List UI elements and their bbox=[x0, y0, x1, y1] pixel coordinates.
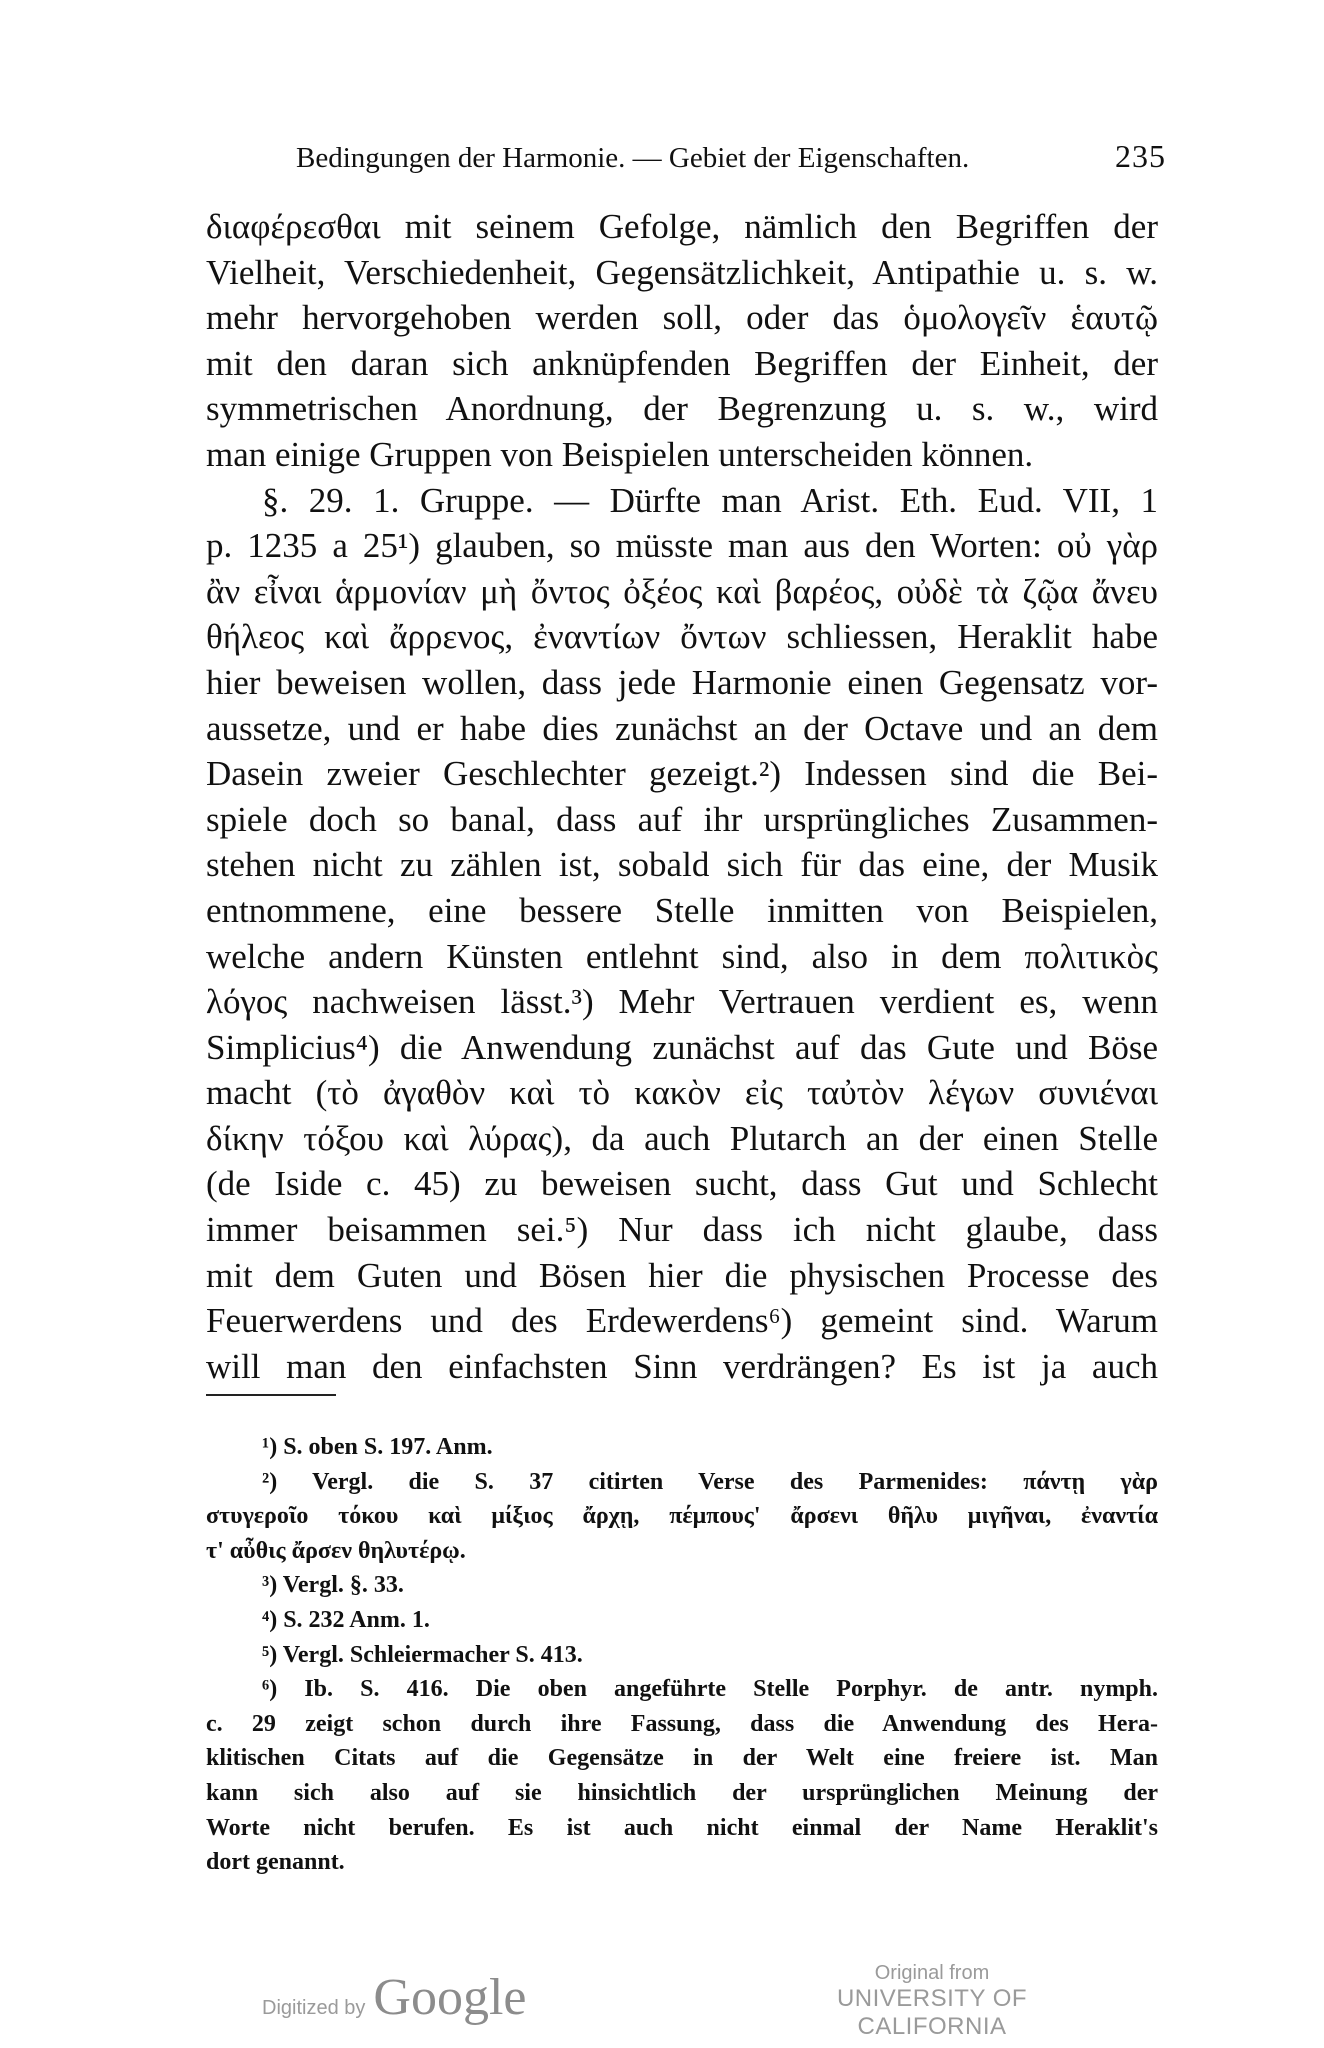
footnotes bbox=[206, 1430, 1158, 1880]
text-line: macht (τὸ ἀγαθὸν καὶ τὸ κακὸν εἰς ταὐτὸν λέγων συνιέναι bbox=[206, 1073, 1158, 1113]
footnote-line: ⁶) Ib. S. 416. Die oben angeführte Stelle Porphyr. de antr. nymph. bbox=[262, 1676, 1158, 1703]
text-line: δίκην τόξου καὶ λύρας), da auch Plutarch an der einen Stelle bbox=[206, 1118, 1158, 1158]
footnote-line: ¹) S. oben S. 197. Anm. bbox=[262, 1434, 493, 1460]
footnote-2 bbox=[206, 1465, 1158, 1569]
footnote-line: στυγεροῖο τόκου καὶ μίξιος ἄρχῃ, πέμπους' ἄρσενι θῆλυ μιγῆναι, ἐναντία bbox=[206, 1503, 1158, 1530]
digitized-by-watermark bbox=[262, 1968, 526, 2027]
text-line: entnommene, eine bessere Stelle inmitten von Beispielen, bbox=[206, 890, 1158, 930]
text-line: διαφέρεσθαι mit seinem Gefolge, nämlich den Begriffen der bbox=[206, 207, 1158, 246]
text-line: mehr hervorgehoben werden soll, oder das ὁμολογεῖν ἑαυτῷ bbox=[206, 298, 1158, 338]
text-line: mit den daran sich anknüpfenden Begriffen der Einheit, der bbox=[206, 343, 1158, 383]
text-line: immer beisammen sei.⁵) Nur dass ich nicht glaube, dass bbox=[206, 1210, 1158, 1250]
footnote-1 bbox=[206, 1430, 1158, 1465]
text-line: symmetrischen Anordnung, der Begrenzung u. s. w., wird bbox=[206, 389, 1158, 429]
text-line: hier beweisen wollen, dass jede Harmonie einen Gegensatz vor- bbox=[206, 662, 1158, 702]
text-line: θήλεος καὶ ἄρρενος, ἐναντίων ὄντων schliessen, Heraklit habe bbox=[206, 617, 1158, 657]
footnote-line: ²) Vergl. die S. 37 citirten Verse des Parmenides: πάντῃ γὰρ bbox=[262, 1468, 1158, 1495]
running-header bbox=[296, 138, 1166, 175]
text-line: will man den einfachsten Sinn verdrängen? Es ist ja auch bbox=[206, 1346, 1158, 1386]
running-title: Bedingungen der Harmonie. — Gebiet der Eigenschaften. bbox=[296, 142, 970, 174]
text-line: aussetze, und er habe dies zunächst an der Octave und an dem bbox=[206, 708, 1158, 748]
text-line: ἂν εἶναι ἁρμονίαν μὴ ὄντος ὀξέος καὶ βαρέος, οὐδὲ τὰ ζῷα ἄνευ bbox=[206, 571, 1158, 611]
text-line: p. 1235 a 25¹) glauben, so müsste man aus den Worten: οὐ γὰρ bbox=[206, 526, 1158, 566]
footnote-6 bbox=[206, 1672, 1158, 1880]
footnote-line: dort genannt. bbox=[206, 1849, 345, 1876]
text-line: Feuerwerdens und des Erdewerdens⁶) gemeint sind. Warum bbox=[206, 1301, 1158, 1341]
google-logo: Google bbox=[373, 1969, 527, 2026]
main-text bbox=[206, 204, 1158, 1389]
text-line: (de Iside c. 45) zu beweisen sucht, dass Gut und Schlecht bbox=[206, 1164, 1158, 1204]
footnote-3 bbox=[206, 1568, 1158, 1603]
original-from-label: Original from bbox=[874, 1962, 990, 1984]
original-from-watermark bbox=[782, 1962, 1082, 2041]
footnote-line: c. 29 zeigt schon durch ihre Fassung, dass die Anwendung des Hera- bbox=[206, 1710, 1158, 1737]
university-label: UNIVERSITY OF CALIFORNIA bbox=[836, 1985, 1028, 2040]
text-line: man einige Gruppen von Beispielen unterscheiden können. bbox=[206, 434, 1034, 474]
footnote-separator bbox=[206, 1394, 336, 1396]
footnote-line: klitischen Citats auf die Gegensätze in der Welt eine freiere ist. Man bbox=[206, 1745, 1158, 1772]
text-line: λόγος nachweisen lässt.³) Mehr Vertrauen verdient es, wenn bbox=[206, 982, 1158, 1022]
section-heading-line: §. 29. 1. Gruppe. — Dürfte man Arist. Eth. Eud. VII, 1 bbox=[262, 480, 1158, 520]
footnote-line: ⁴) S. 232 Anm. 1. bbox=[262, 1606, 430, 1633]
footnote-5 bbox=[206, 1638, 1158, 1673]
footnote-line: kann sich also auf sie hinsichtlich der ursprünglichen Meinung der bbox=[206, 1779, 1158, 1806]
footnote-4 bbox=[206, 1603, 1158, 1638]
text-line: mit dem Guten und Bösen hier die physischen Processe des bbox=[206, 1255, 1158, 1295]
text-line: welche andern Künsten entlehnt sind, also in dem πολιτικὸς bbox=[206, 936, 1158, 976]
page-number: 235 bbox=[1115, 138, 1166, 174]
text-line: Vielheit, Verschiedenheit, Gegensätzlichkeit, Antipathie u. s. w. bbox=[206, 252, 1158, 292]
footnote-line: ³) Vergl. §. 33. bbox=[262, 1572, 404, 1599]
footnote-line: ⁵) Vergl. Schleiermacher S. 413. bbox=[262, 1641, 583, 1668]
text-line: Simplicius⁴) die Anwendung zunächst auf das Gute und Böse bbox=[206, 1027, 1158, 1067]
digitized-by-label: Digitized by bbox=[262, 1997, 366, 2019]
text-line: stehen nicht zu zählen ist, sobald sich für das eine, der Musik bbox=[206, 845, 1158, 885]
footnote-line: τ' αὖθις ἄρσεν θηλυτέρῳ. bbox=[206, 1537, 466, 1564]
text-line: Dasein zweier Geschlechter gezeigt.²) Indessen sind die Bei- bbox=[206, 754, 1158, 794]
footnote-line: Worte nicht berufen. Es ist auch nicht einmal der Name Heraklit's bbox=[206, 1814, 1158, 1841]
text-line: spiele doch so banal, dass auf ihr ursprüngliches Zusammen- bbox=[206, 799, 1158, 839]
